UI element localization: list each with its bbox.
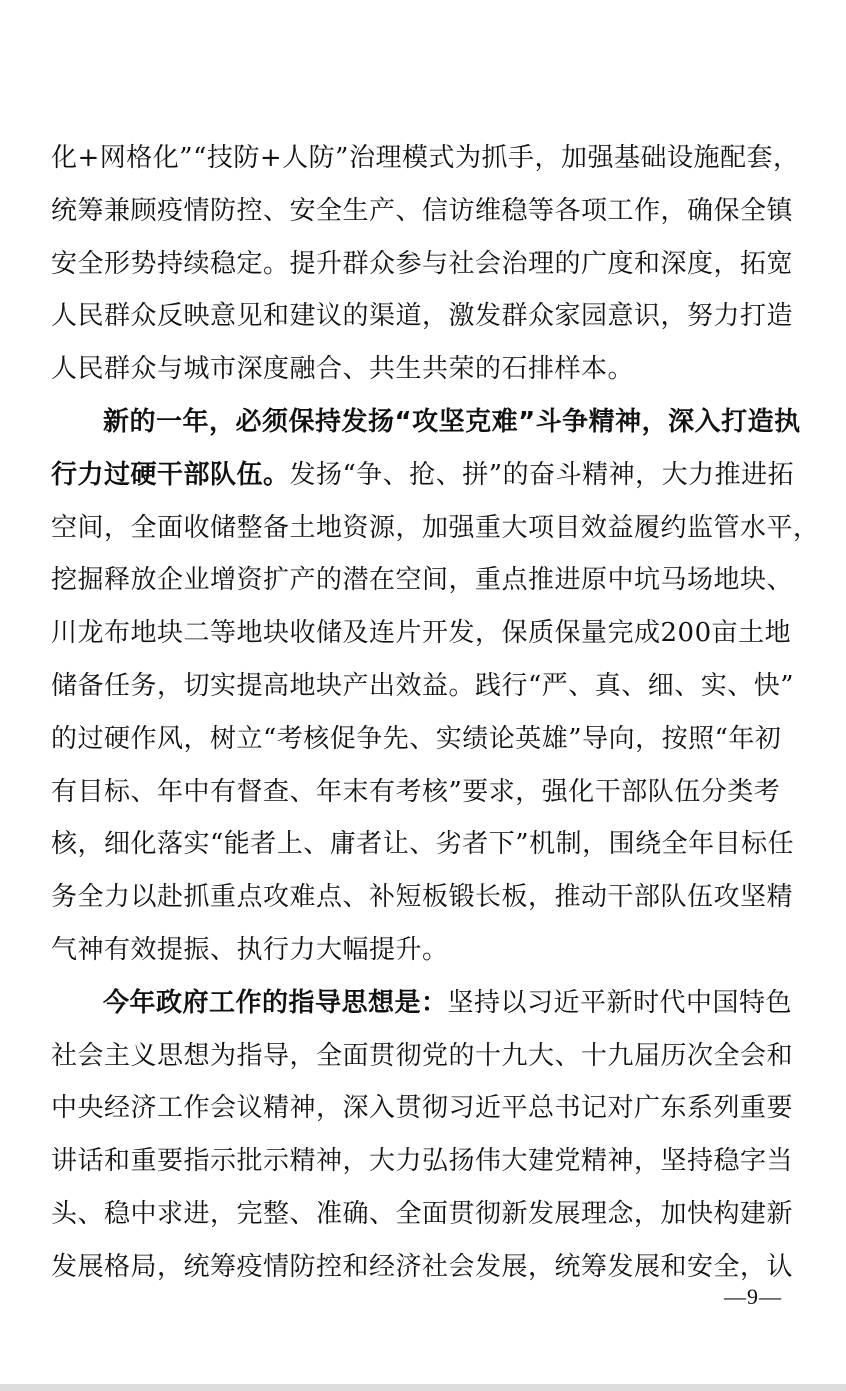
text-line <box>51 449 795 502</box>
text-line: 安全形势持续稳定。提升群众参与社会治理的广度和深度，拓宽 <box>51 248 794 279</box>
text-line: 的过硬作风，树立“考核促争先、实绩论英雄”导向，按照“年初 <box>51 723 782 754</box>
bold-heading: 行力过硬干部队伍。 <box>51 459 290 490</box>
bold-heading: 新的一年，必须保持发扬“攻坚克难”斗争精神，深入打造执 <box>103 406 801 437</box>
text-line: 化+网格化”“技防+人防”治理模式为抓手，加强基础设施配套， <box>51 143 800 173</box>
text-line: 中央经济工作会议精神，深入贯彻习近平总书记对广东系列重要 <box>51 1093 794 1124</box>
text-line: 川龙布地块二等地块收储及连片开发，保质保量完成200亩土地 <box>51 618 792 649</box>
text-line: 储备任务，切实提高地块产出效益。践行“严、真、细、实、快” <box>51 670 795 701</box>
text-fragment: 坚持以习近平新时代中国特色 <box>447 987 793 1018</box>
paragraph-heading-line <box>51 977 793 1030</box>
bold-heading: 今年政府工作的指导思想是： <box>103 987 448 1018</box>
text-line: 气神有效提振、执行力大幅提升。 <box>51 934 449 965</box>
paragraph-heading-line <box>51 396 801 449</box>
text-fragment: 发扬“争、抢、拼”的奋斗精神，大力推进拓 <box>289 459 795 490</box>
page-number: —9— <box>724 1284 782 1309</box>
bottom-scroll-bar <box>0 1384 846 1391</box>
text-line: 务全力以赴抓重点攻难点、补短板锻长板，推动干部队伍攻坚精 <box>51 882 794 913</box>
body-text <box>51 132 820 1294</box>
text-line: 人民群众反映意见和建议的渠道，激发群众家园意识，努力打造 <box>51 301 794 332</box>
text-line: 统筹兼顾疫情防控、安全生产、信访维稳等各项工作，确保全镇 <box>51 195 794 226</box>
text-line: 讲话和重要指示批示精神，大力弘扬伟大建党精神，坚持稳字当 <box>51 1146 794 1177</box>
text-line: 空间，全面收储整备土地资源，加强重大项目效益履约监管水平， <box>51 512 820 543</box>
text-line: 核，细化落实“能者上、庸者让、劣者下”机制，围绕全年目标任 <box>51 829 795 860</box>
text-line: 发展格局，统筹疫情防控和经济社会发展，统筹发展和安全，认 <box>51 1251 794 1282</box>
text-line: 人民群众与城市深度融合、共生共荣的石排样本。 <box>51 354 635 385</box>
text-line: 社会主义思想为指导，全面贯彻党的十九大、十九届历次全会和 <box>51 1040 794 1071</box>
text-line: 挖掘释放企业增资扩产的潜在空间，重点推进原中坑马场地块、 <box>51 565 794 596</box>
text-line: 有目标、年中有督查、年末有考核”要求，强化干部队伍分类考 <box>51 776 781 807</box>
text-line: 头、稳中求进，完整、准确、全面贯彻新发展理念，加快构建新 <box>51 1198 794 1229</box>
